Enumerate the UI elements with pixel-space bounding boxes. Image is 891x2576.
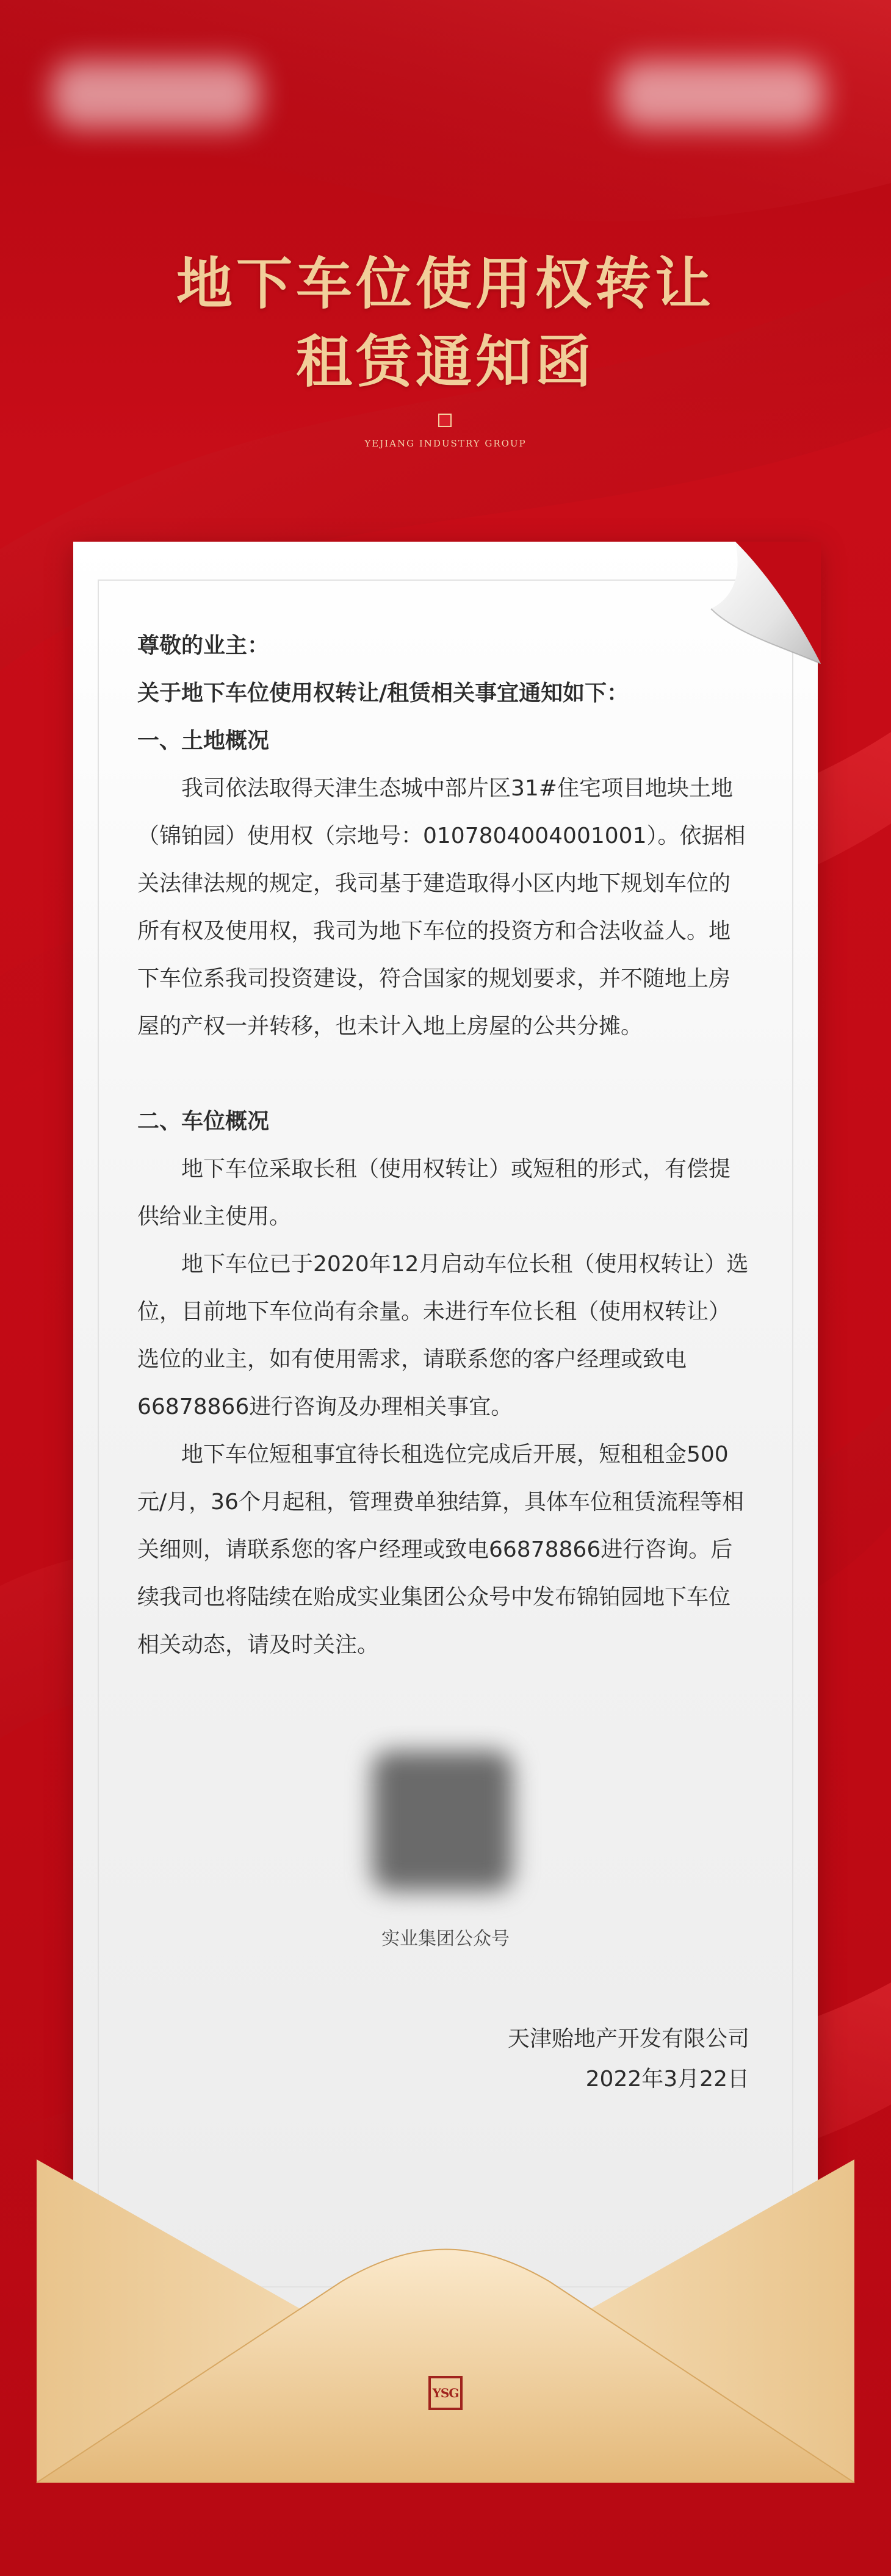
brand-mark-icon [438,414,452,427]
page-title-line1: 地下车位使用权转让 [176,251,715,317]
section2-title: 二、车位概况 [137,1109,270,1134]
signature-block [508,2019,749,2100]
envelope [0,2135,891,2501]
section2-paragraph-3: 地下车位短租事宜待长租选位完成后开展，短租租金500元/月，36个月起租，管理费单独结算，具体车位租赁流程等相关细则，请联系您的客户经理或致电66878866进行咨询。后续我司也将陆续在贻成实业集团公众号中发布锦铂园地下车位相关动态，请及时关注。 [137,1442,744,1657]
qr-code-image [372,1751,513,1891]
seal-stamp: YSG [428,2376,463,2410]
section2-paragraph-2: 地下车位已于2020年12月启动车位长租（使用权转让）选位，目前地下车位尚有余量。未进行车位长租（使用权转让）选位的业主，如有使用需求，请联系您的客户经理或致电66878866进行咨询及办理相关事宜。 [137,1252,749,1419]
brand-subtitle: YEJIANG INDUSTRY GROUP [364,438,527,449]
section1-text: 我司依法取得天津生态城中部片区31#住宅项目地块土地（锦铂园）使用权（宗地号：0107804004001001）。依据相关法律法规的规定，我司基于建造取得小区内地下规划车位的所有权及使用权，我司为地下车位的投资方和合法收益人。地下车位系我司投资建设，符合国家的规划要求，并不随地上房屋的产权一并转移，也未计入地上房屋的公共分摊。 [137,776,746,1039]
letter-date: 2022年3月22日 [585,2067,749,2092]
company-name: 天津贻地产开发有限公司 [507,2026,749,2051]
page-title-line2: 租赁通知函 [295,329,595,395]
blurred-logo-right [616,61,824,128]
letter-body [137,622,751,1669]
qr-code-label: 实业集团公众号 [381,1928,510,1950]
section1-title: 一、土地概况 [137,728,270,753]
letter-subject: 关于地下车位使用权转让/租赁相关事宜通知如下： [137,681,629,706]
blurred-logo-left [52,61,259,128]
section2-paragraph-1: 地下车位采取长租（使用权转让）或短租的形式，有偿提供给业主使用。 [137,1157,731,1229]
greeting: 尊敬的业主： [137,633,270,658]
